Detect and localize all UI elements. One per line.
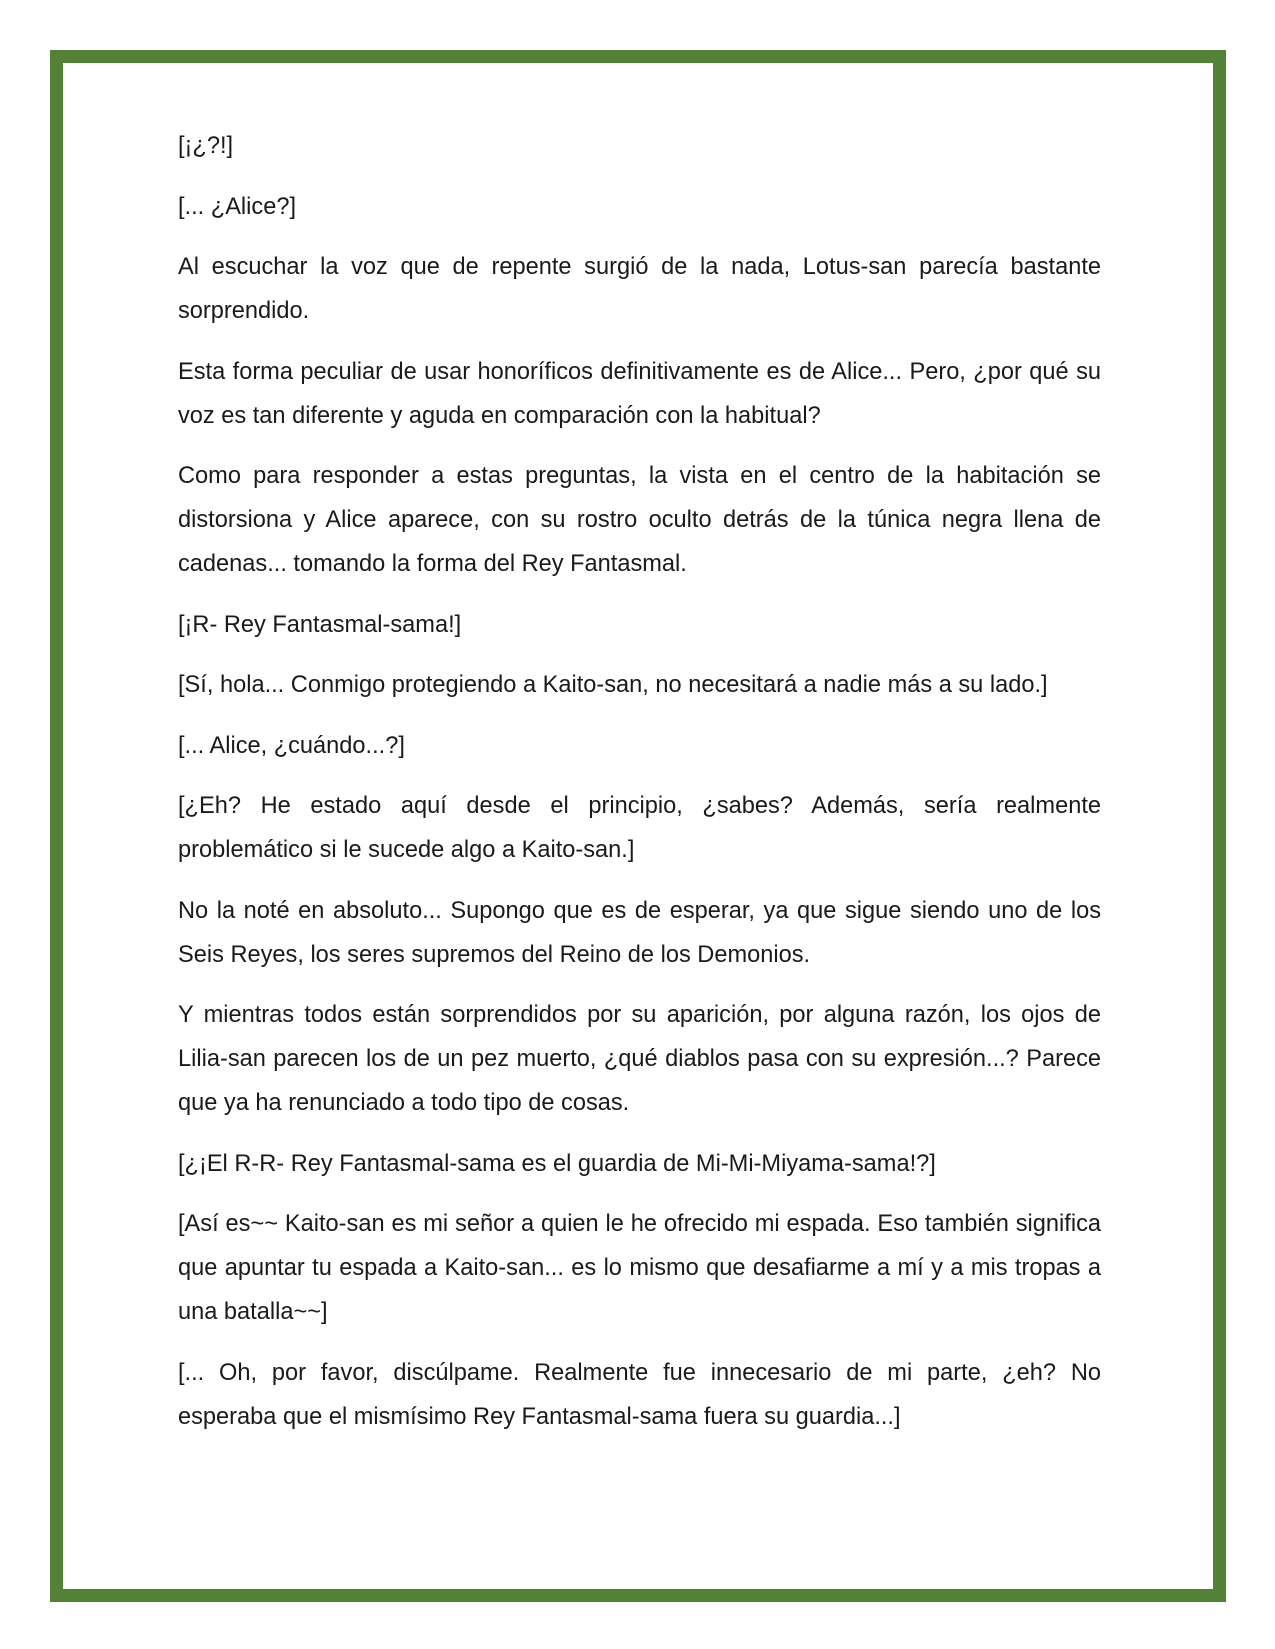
paragraph: [... Oh, por favor, discúlpame. Realmente fue innecesario de mi parte, ¿eh? No esperaba que el mismísimo Rey Fantasmal-sama fuera su guardia...] [178,1359,1101,1430]
document-body [178,124,1101,1455]
paragraph: [¿¡El R-R- Rey Fantasmal-sama es el guardia de Mi-Mi-Miyama-sama!?] [178,1150,936,1177]
paragraph: Y mientras todos están sorprendidos por su aparición, por alguna razón, los ojos de Lilia-san parecen los de un pez muerto, ¿qué diablos pasa con su expresión...? Parece que ya ha renunciado a todo tipo de cosas. [178,1002,1101,1116]
paragraph: Esta forma peculiar de usar honoríficos definitivamente es de Alice... Pero, ¿por qué su voz es tan diferente y aguda en comparación con la habitual? [178,358,1101,429]
paragraph: No la noté en absoluto... Supongo que es de esperar, ya que sigue siendo uno de los Seis Reyes, los seres supremos del Reino de los Demonios. [178,897,1101,968]
paragraph: [¡¿?!] [178,133,234,159]
paragraph: [¿Eh? He estado aquí desde el principio, ¿sabes? Además, sería realmente problemático si le sucede algo a Kaito-san.] [178,793,1101,863]
paragraph: [... ¿Alice?] [178,193,297,220]
paragraph: Como para responder a estas preguntas, la vista en el centro de la habitación se distorsiona y Alice aparece, con su rostro oculto detrás de la túnica negra llena de cadenas... tomando la forma del Rey Fantasmal. [178,463,1101,577]
paragraph: [... Alice, ¿cuándo...?] [178,732,405,759]
paragraph: [¡R- Rey Fantasmal-sama!] [178,611,462,638]
paragraph: [Sí, hola... Conmigo protegiendo a Kaito-san, no necesitará a nadie más a su lado.] [178,672,1048,698]
paragraph: Al escuchar la voz que de repente surgió de la nada, Lotus-san parecía bastante sorprendido. [178,254,1101,324]
paragraph: [Así es~~ Kaito-san es mi señor a quien le he ofrecido mi espada. Eso también significa que apuntar tu espada a Kaito-san... es lo mismo que desafiarme a mí y a mis tropas a una batalla~~] [178,1211,1101,1325]
